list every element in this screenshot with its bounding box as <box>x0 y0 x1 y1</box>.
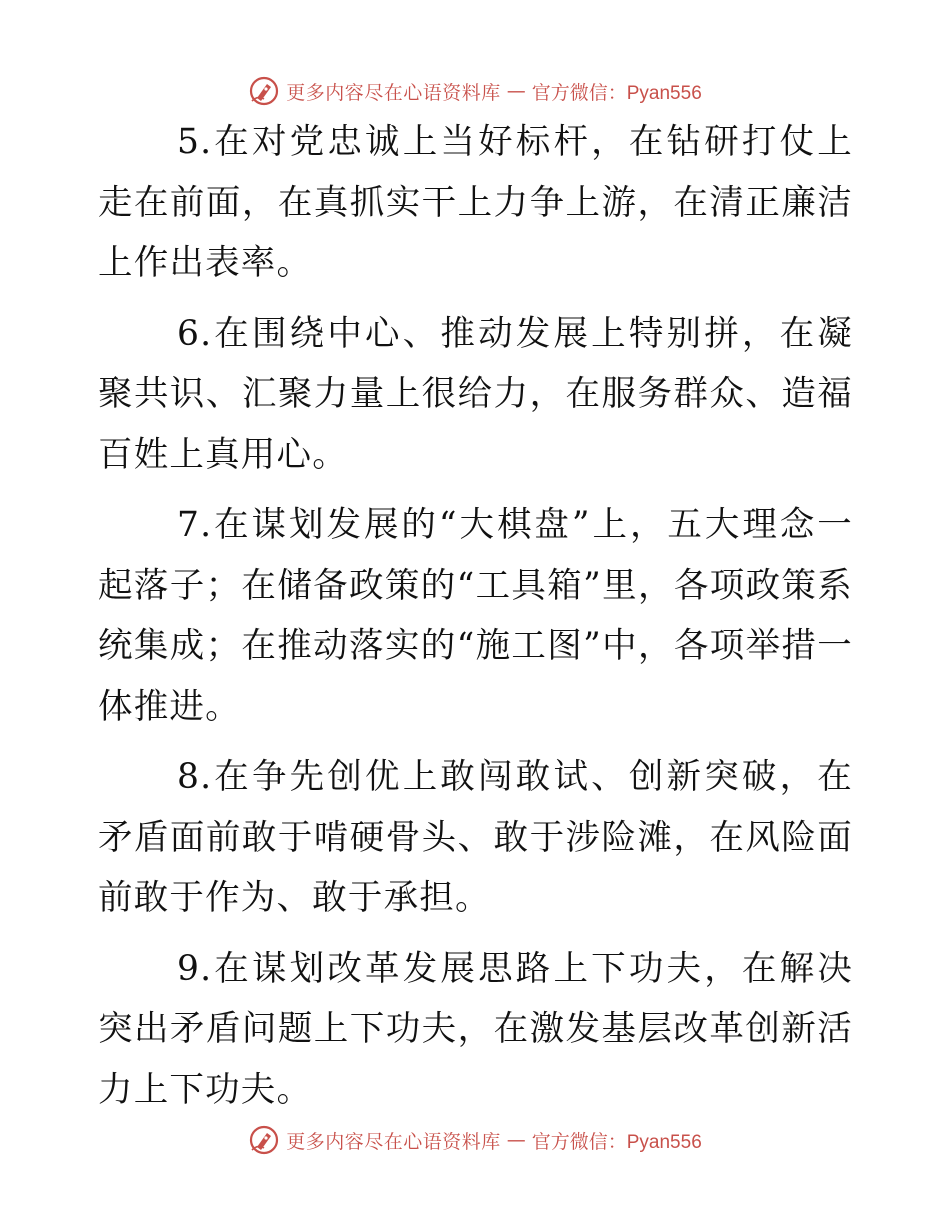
watermark-main-text: 更多内容尽在心语资料库 <box>286 81 501 104</box>
footer-watermark <box>0 1120 950 1160</box>
watermark-dash: — <box>506 1129 526 1151</box>
paragraph-5: 5.在对党忠诚上当好标杆，在钻研打仗上走在前面，在真抓实干上力争上游，在清正廉洁上作出表率。 <box>98 122 853 283</box>
watermark-dash: — <box>506 80 526 102</box>
document-body <box>98 112 853 1120</box>
paragraph-9: 9.在谋划改革发展思路上下功夫，在解决突出矛盾问题上下功夫，在激发基层改革创新活力上下功夫。 <box>98 948 853 1110</box>
paragraph-6: 6.在围绕中心、推动发展上特别拼，在凝聚共识、汇聚力量上很给力，在服务群众、造福百姓上真用心。 <box>98 313 853 475</box>
pen-nib-circle-icon <box>248 1124 280 1156</box>
header-watermark <box>0 71 950 111</box>
watermark-suffix-text: 官方微信：Pyan556 <box>531 1131 702 1153</box>
paragraph-7: 7.在谋划发展的“大棋盘”上，五大理念一起落子；在储备政策的“工具箱”里，各项政策系统集成；在推动落实的“施工图”中，各项举措一体推进。 <box>98 505 853 727</box>
paragraph-8: 8.在争先创优上敢闯敢试、创新突破，在矛盾面前敢于啃硬骨头、敢于涉险滩，在风险面前敢于作为、敢于承担。 <box>98 757 853 918</box>
watermark-main-text: 更多内容尽在心语资料库 <box>286 1130 501 1153</box>
pen-nib-circle-icon <box>248 75 280 107</box>
watermark-suffix-text: 官方微信：Pyan556 <box>531 82 702 104</box>
